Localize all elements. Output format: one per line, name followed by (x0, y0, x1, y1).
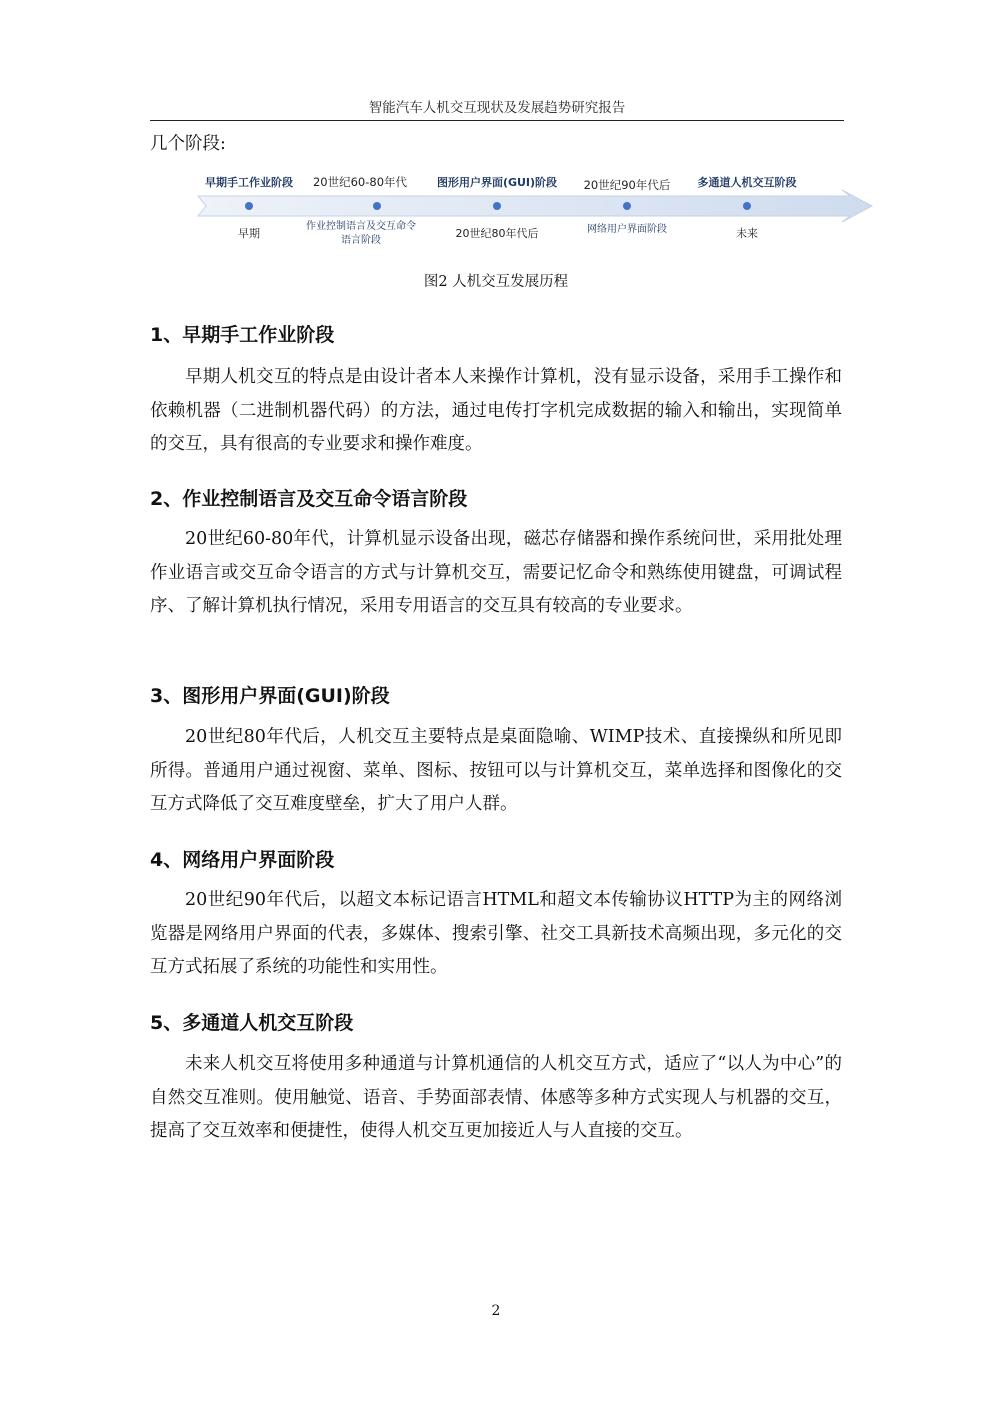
header-rule (150, 120, 844, 121)
section-body: 20世纪60-80年代，计算机显示设备出现，磁芯存储器和操作系统问世，采用批处理作业语言或交互命令语言的方式与计算机交互，需要记忆命令和熟练使用键盘，可调试程序、了解计算机执行情况，采用专用语言的交互具有较高的专业要求。 (150, 529, 842, 617)
timeline-figure (190, 168, 880, 253)
section-heading: 2、作业控制语言及交互命令语言阶段 (150, 488, 468, 510)
timeline-dot (245, 202, 253, 210)
page-number: 2 (491, 1303, 501, 1319)
timeline-dot (493, 202, 501, 210)
figure-caption: 图2 人机交互发展历程 (423, 274, 569, 290)
stage-period: 未来 (736, 227, 758, 240)
stage-period: 网络用户界面阶段 (587, 224, 667, 235)
stage-label: 多通道人机交互阶段 (697, 176, 797, 189)
running-header: 智能汽车人机交互现状及发展趋势研究报告 (368, 100, 626, 116)
intro-text: 几个阶段: (150, 134, 226, 154)
stage-label: 20世纪90年代后 (583, 178, 671, 192)
timeline-dot (623, 202, 631, 210)
stage-label: 图形用户界面(GUI)阶段 (436, 176, 558, 189)
stage-period: 早期 (238, 227, 260, 240)
stage-label: 20世纪60-80年代 (312, 175, 408, 189)
section-heading: 5、多通道人机交互阶段 (150, 1012, 354, 1034)
section-body: 20世纪80年代后，人机交互主要特点是桌面隐喻、WIMP技术、直接操纵和所见即所得。普通用户通过视窗、菜单、图标、按钮可以与计算机交互，菜单选择和图像化的交互方式降低了交互难度壁垒，扩大了用户人群。 (150, 727, 842, 815)
stage-period: 作业控制语言及交互命令语言阶段 (306, 221, 416, 246)
section-body: 早期人机交互的特点是由设计者本人来操作计算机，没有显示设备，采用手工操作和依赖机器（二进制机器代码）的方法，通过电传打字机完成数据的输入和输出，实现简单的交互，具有很高的专业要求和操作难度。 (150, 367, 842, 455)
section-heading: 1、早期手工作业阶段 (150, 324, 335, 346)
timeline-dot (373, 202, 381, 210)
section-body: 20世纪90年代后，以超文本标记语言HTML和超文本传输协议HTTP为主的网络浏览器是网络用户界面的代表，多媒体、搜索引擎、社交工具新技术高频出现，多元化的交互方式拓展了系统的功能性和实用性。 (150, 890, 842, 978)
timeline-dot (743, 202, 751, 210)
section-heading: 3、图形用户界面(GUI)阶段 (150, 685, 390, 707)
section-heading: 4、网络用户界面阶段 (150, 849, 335, 871)
stage-period: 20世纪80年代后 (455, 227, 539, 240)
stage-label: 早期手工作业阶段 (205, 176, 293, 189)
section-body: 未来人机交互将使用多种通道与计算机通信的人机交互方式，适应了“以人为中心”的自然交互准则。使用触觉、语音、手势面部表情、体感等多种方式实现人与机器的交互，提高了交互效率和便捷性，使得人机交互更加接近人与人直接的交互。 (150, 1054, 842, 1142)
